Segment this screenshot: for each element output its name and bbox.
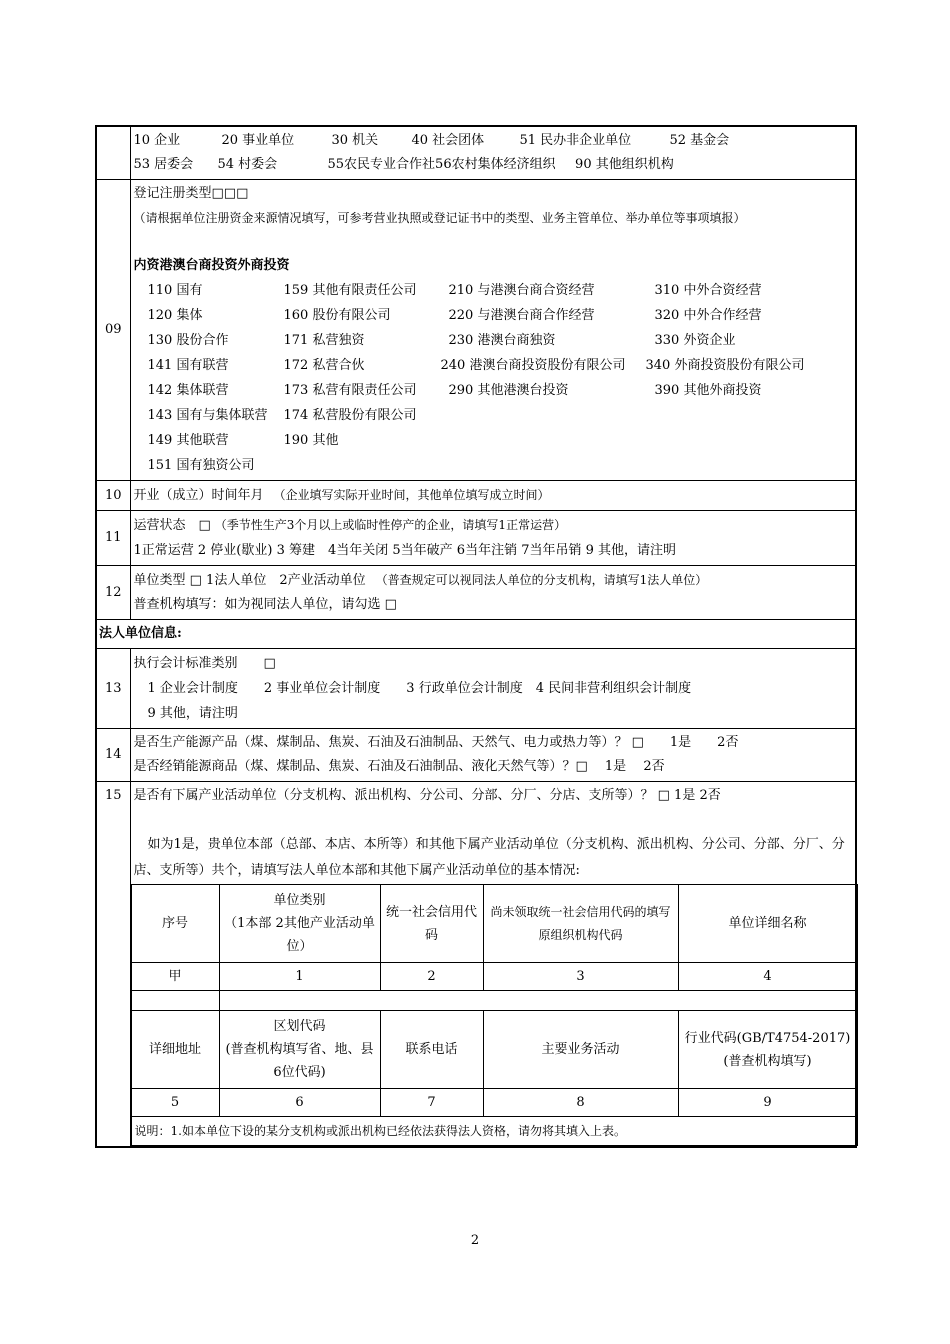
accounting-standard-other: 9 其他，请注明 <box>147 706 238 721</box>
code-item: 143 国有与集体联营 <box>147 408 268 423</box>
subunit-header-row-2 <box>131 1011 857 1089</box>
unit-type-label[interactable]: 单位类型 □ 1法人单位 2产业活动单位 <box>133 573 366 588</box>
code-item: 340 外商投资股份有限公司 <box>645 358 805 373</box>
col-org-code-header: 尚未领取统一社会信用代码的填写原组织机构代码 <box>483 885 678 963</box>
question-number: 14 <box>96 729 130 782</box>
subunit-header-row-1 <box>131 885 857 963</box>
code-item: 120 集体 <box>147 308 203 323</box>
opening-date-note: （企业填写实际开业时间，其他单位填写成立时间） <box>273 488 550 502</box>
code-item: 160 股份有限公司 <box>283 308 391 323</box>
subunit-blank-row <box>131 991 857 1011</box>
code-item: 330 外资企业 <box>654 333 736 348</box>
subunit-code-row-1 <box>131 963 857 991</box>
code-item: 190 其他 <box>283 433 339 448</box>
col-code: 2 <box>380 963 483 991</box>
registration-type-codes <box>134 278 853 478</box>
registration-type-note: （请根据单位注册资金来源情况填写，可参考营业执照或登记证书中的类型、业务主管单位、举办单位等事项填报） <box>133 211 746 225</box>
col-credit-code-header: 统一社会信用代码 <box>380 885 483 963</box>
code-item: 55农民专业合作社 <box>327 157 436 172</box>
code-item: 220 与港澳台商合作经营 <box>448 308 595 323</box>
code-item: 130 股份合作 <box>147 333 229 348</box>
col-code: 8 <box>483 1089 678 1117</box>
subunit-question[interactable]: 是否有下属产业活动单位（分支机构、派出机构、分公司、分部、分厂、分店、支所等）？ □ 1是 2否 <box>133 788 721 803</box>
opening-date-label[interactable]: 开业（成立）时间年月 <box>133 488 264 503</box>
code-item: 52 基金会 <box>669 133 730 148</box>
accounting-standard-options: 1 企业会计制度 2 事业单位会计制度 3 行政单位会计制度 4 民间非营利组织会计制度 <box>147 681 692 696</box>
code-item: 230 港澳台商独资 <box>448 333 556 348</box>
codes-line-2 <box>134 153 853 177</box>
unit-category-codes-row <box>96 126 856 180</box>
code-item: 320 中外合作经营 <box>654 308 762 323</box>
code-item: 174 私营股份有限公司 <box>283 408 417 423</box>
code-item: 290 其他港澳台投资 <box>448 383 569 398</box>
codes-line-1 <box>134 129 853 153</box>
code-item: 240 港澳台商投资股份有限公司 <box>440 358 626 373</box>
col-industry-code-header: 行业代码(GB/T4754-2017) (普查机构填写) <box>678 1011 857 1089</box>
code-item: 20 事业单位 <box>221 133 295 148</box>
form-table <box>95 125 857 1148</box>
col-code: 4 <box>678 963 857 991</box>
energy-sales-question[interactable]: 是否经销能源商品（煤、煤制品、焦炭、石油及石油制品、液化天然气等）？□ 1是 2否 <box>133 759 665 774</box>
code-item: 10 企业 <box>133 133 181 148</box>
subunit-table <box>131 884 858 1146</box>
question-14-row <box>96 729 856 782</box>
code-item: 149 其他联营 <box>147 433 229 448</box>
col-region-code-header: 区划代码 (普查机构填写省、地、县6位代码) <box>219 1011 380 1089</box>
code-item: 53 居委会 <box>133 157 194 172</box>
census-agency-check[interactable]: 普查机构填写：如为视同法人单位，请勾选 □ <box>133 597 397 612</box>
accounting-standard-label[interactable]: 执行会计标准类别 □ <box>133 656 276 671</box>
code-item: 171 私营独资 <box>283 333 365 348</box>
col-code: 7 <box>380 1089 483 1117</box>
col-code: 9 <box>678 1089 857 1117</box>
question-number: 15 <box>96 782 130 1148</box>
code-item: 142 集体联营 <box>147 383 229 398</box>
col-phone-header: 联系电话 <box>380 1011 483 1089</box>
code-item: 51 民办非企业单位 <box>519 133 632 148</box>
code-item: 40 社会团体 <box>411 133 485 148</box>
col-serial-header: 序号 <box>131 885 219 963</box>
col-code: 3 <box>483 963 678 991</box>
legal-unit-header: 法人单位信息: <box>96 620 856 649</box>
code-item: 90 其他组织机构 <box>575 157 674 172</box>
code-item: 159 其他有限责任公司 <box>283 283 417 298</box>
subunit-footnote: 说明：1.如本单位下设的某分支机构或派出机构已经依法获得法人资格，请勿将其填入上表。 <box>131 1117 857 1146</box>
registration-type-label[interactable]: 登记注册类型□□□ <box>133 186 249 201</box>
subunit-instruction: 如为1是，贵单位本部（总部、本店、本所等）和其他下属产业活动单位（分支机构、派出机构、分公司、分部、分厂、分店、支所等）共个，请填写法人单位本部和其他下属产业活动单位的基本情况: <box>133 837 845 878</box>
code-item: 173 私营有限责任公司 <box>283 383 417 398</box>
question-number: 12 <box>96 566 130 620</box>
col-code: 5 <box>131 1089 219 1117</box>
blank-cell[interactable] <box>219 991 857 1011</box>
col-unit-name-header: 单位详细名称 <box>678 885 857 963</box>
code-item: 310 中外合资经营 <box>654 283 762 298</box>
code-item: 110 国有 <box>147 283 203 298</box>
col-code: 1 <box>219 963 380 991</box>
subunit-code-row-2 <box>131 1089 857 1117</box>
code-item: 151 国有独资公司 <box>147 458 255 473</box>
subunit-footnote-row <box>131 1117 857 1146</box>
col-unit-category-header: 单位类别 （1本部 2其他产业活动单位） <box>219 885 380 963</box>
question-number: 10 <box>96 481 130 511</box>
census-form-page <box>95 125 855 1148</box>
question-number: 13 <box>96 649 130 729</box>
code-item: 141 国有联营 <box>147 358 229 373</box>
operating-status-label[interactable]: 运营状态 □ <box>133 518 211 533</box>
question-09-row <box>96 180 856 481</box>
question-10-row <box>96 481 856 511</box>
code-item: 172 私营合伙 <box>283 358 365 373</box>
question-12-row <box>96 566 856 620</box>
question-15-row <box>96 782 856 1148</box>
question-11-row <box>96 511 856 566</box>
page-number: 2 <box>470 1233 480 1248</box>
code-item: 56农村集体经济组织 <box>435 157 556 172</box>
operating-status-note: （季节性生产3个月以上或临时性停产的企业，请填写1正常运营） <box>214 518 567 532</box>
operating-status-options: 1正常运营 2 停业(歇业) 3 筹建 4当年关闭 5当年破产 6当年注销 7当年吊销 9 其他，请注明 <box>133 543 677 558</box>
question-number: 09 <box>96 180 130 481</box>
code-item: 30 机关 <box>331 133 379 148</box>
investment-heading: 内资港澳台商投资外商投资 <box>133 258 290 273</box>
col-business-header: 主要业务活动 <box>483 1011 678 1089</box>
unit-type-note: （普查规定可以视同法人单位的分支机构，请填写1法人单位） <box>375 573 708 587</box>
code-item: 54 村委会 <box>217 157 278 172</box>
code-item: 390 其他外商投资 <box>654 383 762 398</box>
energy-production-question[interactable]: 是否生产能源产品（煤、煤制品、焦炭、石油及石油制品、天然气、电力或热力等）？ □ 1是 2否 <box>133 735 739 750</box>
question-number: 11 <box>96 511 130 566</box>
col-code: 6 <box>219 1089 380 1117</box>
col-code: 甲 <box>131 963 219 991</box>
col-address-header: 详细地址 <box>131 1011 219 1089</box>
blank-cell[interactable] <box>131 991 219 1011</box>
code-item: 210 与港澳台商合资经营 <box>448 283 595 298</box>
question-13-row <box>96 649 856 729</box>
legal-unit-header-row <box>96 620 856 649</box>
